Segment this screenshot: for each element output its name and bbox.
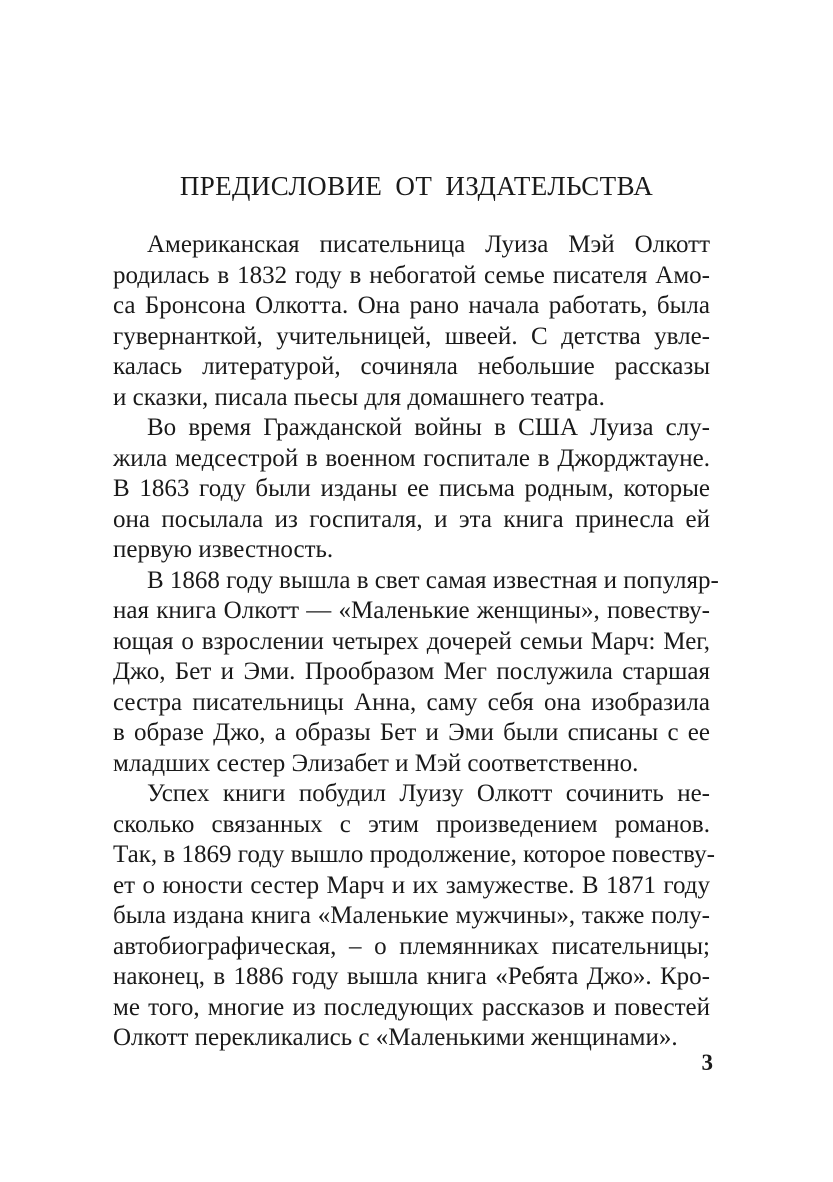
text-line: Во время Гражданской войны в США Луиза слу- <box>147 414 710 441</box>
text-line: Успех книги побудил Луизу Олкотт сочинить не- <box>147 780 710 807</box>
text-line: ющая о взрослении четырех дочерей семьи Марч: Мег, <box>113 627 710 655</box>
text-line: В 1863 году были изданы ее письма родным, которые <box>113 475 710 502</box>
text-line: Джо, Бет и Эми. Прообразом Мег послужила старшая <box>113 658 710 685</box>
text-line: сколько связанных с этим произведением романов. <box>113 810 710 838</box>
text-line: ная книга Олкотт — «Маленькие женщины», повеству- <box>113 597 710 624</box>
text-line: ме того, многие из последующих рассказов и повестей <box>113 993 710 1021</box>
text-line: калась литературой, сочиняла небольшие рассказы <box>113 353 710 380</box>
text-line: Американская писательница Луиза Мэй Олкотт <box>147 231 710 258</box>
text-line: в образе Джо, а образы Бет и Эми были списаны с ее <box>113 719 710 746</box>
text-line: и сказки, писала пьесы для домашнего театра. <box>113 383 605 411</box>
body-text <box>113 230 719 1054</box>
text-line: жила медсестрой в военном госпитале в Джорджтауне. <box>113 444 710 472</box>
text-line: младших сестер Элизабет и Мэй соответственно. <box>113 749 639 777</box>
text-line: са Бронсона Олкотта. Она рано начала работать, была <box>113 292 710 319</box>
text-line: ет о юности сестер Марч и их замужестве. В 1871 году <box>113 871 710 899</box>
text-line: гувернанткой, учительницей, швеей. С детства увле- <box>113 322 710 350</box>
text-line: родилась в 1832 году в небогатой семье писателя Амо- <box>113 261 710 289</box>
text-line: она посылала из госпиталя, и эта книга принесла ей <box>113 505 710 533</box>
text-line: Так, в 1869 году вышло продолжение, которое повеству- <box>113 841 715 868</box>
page-title: ПРЕДИСЛОВИЕ ОТ ИЗДАТЕЛЬСТВА <box>179 171 654 201</box>
text-line: сестра писательницы Анна, саму себя она изобразила <box>113 688 710 716</box>
text-line: В 1868 году вышла в свет самая известная и популяр- <box>147 566 719 594</box>
text-line: первую известность. <box>113 536 334 563</box>
text-line: автобиографическая, – о племянниках писательницы; <box>113 932 710 960</box>
text-line: была издана книга «Маленькие мужчины», также полу- <box>113 902 710 929</box>
page-number: 3 <box>701 1050 713 1075</box>
text-line: Олкотт перекликались с «Маленькими женщинами». <box>113 1024 678 1051</box>
text-line: наконец, в 1886 году вышла книга «Ребята Джо». Кро- <box>113 963 710 990</box>
